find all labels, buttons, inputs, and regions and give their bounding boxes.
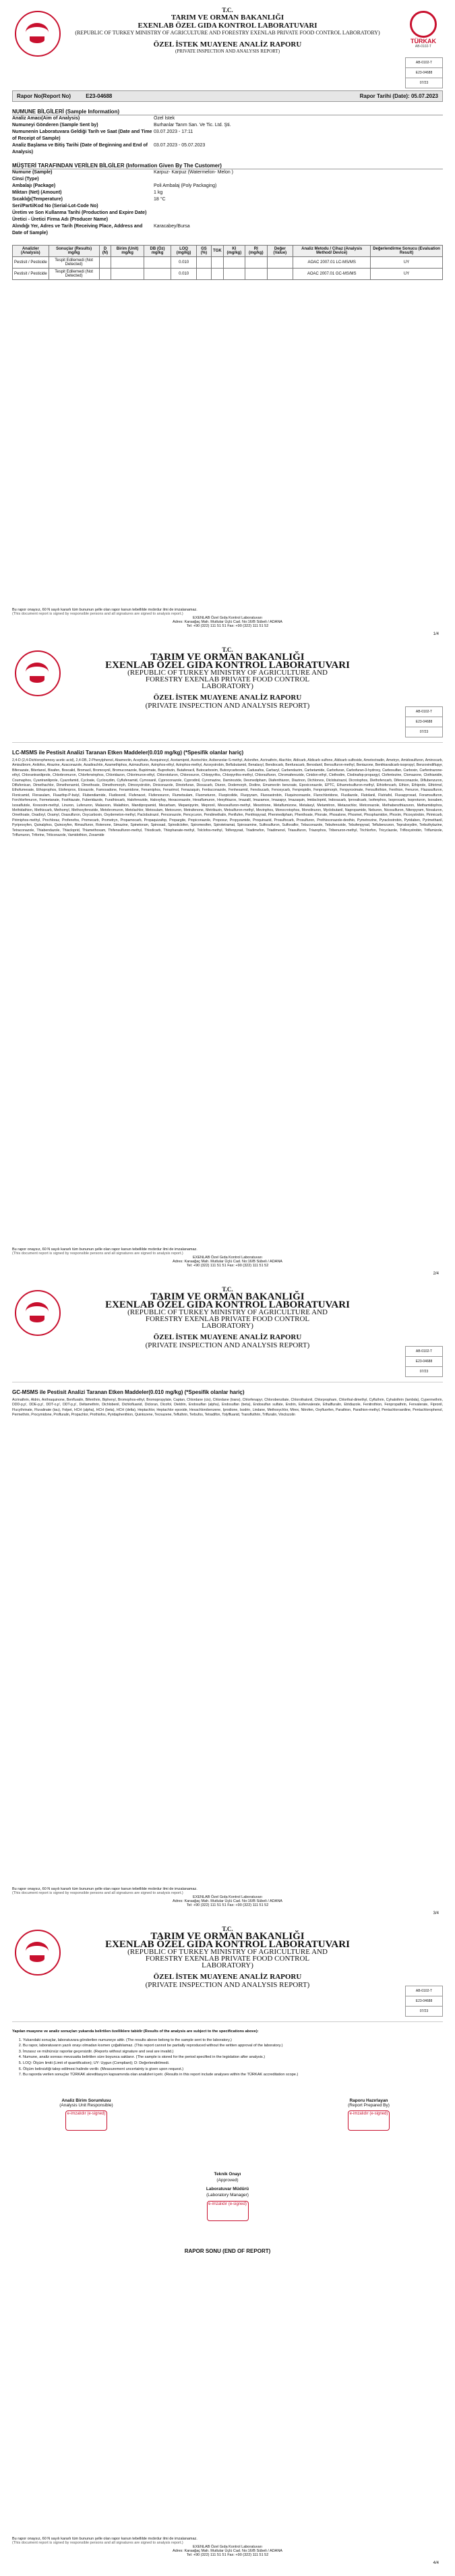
customer-key: Numune (Sample) xyxy=(12,170,53,175)
results-col-header: Değer (Value) xyxy=(267,246,293,257)
report-no-label: Rapor No(Report No) xyxy=(17,93,71,99)
customer-value: 1 kg xyxy=(154,190,163,195)
sample-key: Numunenin Laboratuvara Geldiği Tarih ve Saat (Date and Time of Receipt of Sample) xyxy=(12,130,152,141)
list-item: 4. Numune, analiz sonrası mevzuatta belirtilen süre boyunca saklanır. (The sample is stored for the period specified in the legislation after analysis.) xyxy=(23,2054,443,2061)
sample-value: 03.07.2023 - 17:11 xyxy=(154,130,193,134)
approval-title: Teknik Onayı xyxy=(214,2171,241,2177)
header-lab: EXENLAB ÖZEL GIDA KONTROL LABORATUVARI xyxy=(138,22,317,30)
page-footer xyxy=(12,608,443,628)
gcms-compound-list: Acrinathrin, Aldrin, Anthraquinone, Benfluralin, Bifenthrin, Biphenyl, Bromophos-ethyl, Bromopropylate, Captan, Chlordane (cis), Chlordane (trans), Chlorfenapyr, Chlorobenzilate, Chlorothalonil, Chlorpropham, Chlorthal-dimethyl, Cyfluthrin, Cyhalothrin (lambda), Cypermethrin, DDD-p,p', DDE-p,p', DDT-o,p', DDT-p,p', Deltamethrin, Dichlobenil, Dichlofluanid, Dicloran, Dicofol, Dieldrin, Endosulfan (alpha), Endosulfan (beta), Endosulfan sulfate, Endrin, Esfenvalerate, Ethalfluralin, Etridiazole, Fenitrothion, Fenpropathrin, Fenvalerate, Fipronil, Flucythrinate, Fluvalinate (tau), Folpet, HCH (alpha), HCH (beta), HCH (delta), Heptachlor, Heptachlor epoxide, Hexachlorobenzene, Iprodione, Isodrin, Lindane, Methoxychlor, Mirex, Nitrofen, Oxyfluorfen, Parathion, Parathion-methyl, Pentachloroaniline, Pentachlorophenol, Permethrin, Procymidone, Profluralin, Propachlor, Prothiofos, Pyridaphenthion, Quintozene, Tecnazene, Tefluthrin, Terbufos, Tetradifon, Tolylfluanid, Transfluthrin, Trifluralin, Vinclozolin xyxy=(12,1398,443,1418)
table-cell xyxy=(144,269,171,280)
signature-left xyxy=(12,2098,160,2131)
notes-list xyxy=(12,2038,443,2078)
customer-key: Cinsi (Type) xyxy=(12,177,39,181)
page-footer xyxy=(12,1887,443,1907)
header-ministry-en-1: (REPUBLIC OF TURKEY MINISTRY OF AGRICULTURE AND xyxy=(127,1948,328,1956)
doc-rev: 07/23 xyxy=(405,1366,443,1377)
results-col-header: TGK xyxy=(211,246,223,257)
report-no-value: E23-04688 xyxy=(86,93,113,99)
results-col-header: Birim (Unit) mg/kg xyxy=(111,246,144,257)
header-report-subtitle: (PRIVATE INSPECTION AND ANALYSIS REPORT) xyxy=(145,702,310,710)
header-ministry: TARIM VE ORMAN BAKANLIĞI xyxy=(150,652,305,663)
header-ministry-en-3: LABORATORY) xyxy=(202,682,253,690)
customer-value xyxy=(154,203,443,210)
sample-value: Burhanlar Tarım San. Ve Tic. Ltd. Şti. xyxy=(154,123,231,128)
doc-rev: 07/23 xyxy=(405,78,443,88)
table-cell xyxy=(196,257,211,269)
header-tc: T.C. xyxy=(222,1926,233,1932)
header-report-title: ÖZEL İSTEK MUAYENE ANALİZ RAPORU xyxy=(153,1333,302,1341)
footer-note-en: (This document report is signed by responsible persons and all signatures are signed to analysis report.) xyxy=(12,1891,183,1895)
doc-no: AB-0102-T xyxy=(405,57,443,68)
signature-right xyxy=(295,2098,443,2131)
footer-phone: Tel: +90 (322) 111 51 51 Fax: +90 (322) 111 51 52 xyxy=(186,1264,269,1268)
table-cell xyxy=(223,269,245,280)
header-title-block xyxy=(66,646,389,710)
table-cell: AOAC 2007.01 GC-MS/MS xyxy=(293,269,371,280)
page-footer xyxy=(12,2537,443,2557)
header-ministry-en-2: FORESTRY EXENLAB PRIVATE FOOD CONTROL xyxy=(145,1315,310,1323)
report-date: Rapor Tarihi (Date): 05.07.2023 xyxy=(359,93,438,99)
doc-rev: 07/23 xyxy=(405,2006,443,2017)
header-report-subtitle: (PRIVATE INSPECTION AND ANALYSIS REPORT) xyxy=(145,1341,310,1349)
footer-note-en: (This document report is signed by responsible persons and all signatures are signed to analysis report.) xyxy=(12,612,183,616)
doc-code: E23-04688 xyxy=(405,717,443,727)
results-table xyxy=(12,245,443,280)
customer-value xyxy=(154,217,443,223)
table-cell xyxy=(211,257,223,269)
doc-no: AB-0102-T xyxy=(405,1346,443,1357)
doc-rev: 07/23 xyxy=(405,727,443,737)
header-ministry-en-3: LABORATORY) xyxy=(202,1961,253,1969)
header-report-title: ÖZEL İSTEK MUAYENE ANALİZ RAPORU xyxy=(153,1973,302,1981)
report-page-3 xyxy=(12,1286,443,1917)
table-cell: Pestisit / Pesticide xyxy=(13,269,49,280)
table-cell: 0.010 xyxy=(171,257,197,269)
table-cell: AOAC 2007.01 LC-MS/MS xyxy=(293,257,371,269)
sample-key: Numuneyi Gönderen (Sample Sent by) xyxy=(12,123,98,128)
sample-info-list xyxy=(12,115,443,156)
footer-note: Bu rapor onaysız, 60 N sayılı kararlı tüm bununun şelle olan rapor kanun tebellilde mıdırdur ilmi de imzalanamaz. xyxy=(12,1887,198,1891)
e-signature-stamp-icon: e-imzalıdır (e-signed) xyxy=(65,2110,107,2131)
footer-note-en: (This document report is signed by responsible persons and all signatures are signed to analysis report.) xyxy=(12,2541,183,2545)
footer-lab: EXENLAB Özel Gıda Kontrol Laboratuvarı xyxy=(192,2545,263,2549)
footer-address: Adres: Karaağaç Mah. Mutlular Üçlü Cad. No:16/B Sübeli / ADANA xyxy=(173,1260,282,1264)
footer-phone: Tel: +90 (322) 111 51 51 Fax: +90 (322) 111 51 52 xyxy=(186,1903,269,1907)
doc-no: AB-0102-T xyxy=(405,1986,443,1996)
signature-title: Analiz Birim Sorumlusu xyxy=(61,2098,111,2103)
header-tc: T.C. xyxy=(222,1286,233,1293)
header-ministry-en-1: (REPUBLIC OF TURKEY MINISTRY OF AGRICULTURE AND xyxy=(127,1308,328,1316)
results-col-header: GS (%) xyxy=(196,246,211,257)
header-report-title: ÖZEL İSTEK MUAYENE ANALİZ RAPORU xyxy=(153,694,302,702)
results-col-header: Analiz Metodu / Cihaz (Analysis Method/ Device) xyxy=(293,246,371,257)
approval-lab-en: (Laboratory Manager) xyxy=(206,2192,249,2197)
customer-key: Seri/Parti/Kod No (Serial-Lot-Code No) xyxy=(12,204,98,208)
doc-code: E23-04688 xyxy=(405,67,443,78)
list-item: 6. Ölçüm belirsizliği talep edilmesi halinde verilir. (Measurement uncertainty is given upon request.) xyxy=(23,2067,443,2073)
header-report-subtitle: (PRIVATE INSPECTION AND ANALYSIS REPORT) xyxy=(145,1981,310,1989)
table-cell: Tespit Edilemedi (Not Detected) xyxy=(49,269,99,280)
gcms-section-title: GC-MSMS ile Pestisit Analizi Taranan Etken Maddeler(0.010 mg/kg) (*Spesifik olanlar hariç) xyxy=(12,1389,245,1395)
sample-section-title: NUMUNE BİLGİLERİ (Sample Information) xyxy=(12,109,443,115)
doc-code: E23-04688 xyxy=(405,1356,443,1367)
customer-value: Karpuz- Karpuz (Watermelon- Melon ) xyxy=(154,170,234,175)
results-col-header: Sonuçlar (Results) mg/kg xyxy=(49,246,99,257)
document-code-box xyxy=(405,707,443,737)
table-cell xyxy=(99,269,111,280)
table-cell xyxy=(267,257,293,269)
customer-value xyxy=(154,210,443,217)
header-title-block xyxy=(66,1926,389,1989)
footer-note-en: (This document report is signed by responsible persons and all signatures are signed to analysis report.) xyxy=(12,1252,183,1256)
customer-key: Üretici - Üretici Firma Adı (Producer Name) xyxy=(12,217,109,222)
table-cell xyxy=(245,269,267,280)
header-ministry-en-1: (REPUBLIC OF TURKEY MINISTRY OF AGRICULTURE AND xyxy=(127,669,328,677)
page-header xyxy=(12,1286,443,1380)
results-col-header: KI (mg/kg) xyxy=(223,246,245,257)
lcms-section-title: LC-MSMS ile Pestisit Analizi Taranan Etken Maddeler(0.010 mg/kg) (*Spesifik olanlar hariç) xyxy=(12,750,244,756)
customer-key: Miktarı (Net) (Amount) xyxy=(12,190,62,195)
e-signature-stamp-icon: e-imzalıdır (e-signed) xyxy=(348,2110,390,2131)
sample-value: 03.07.2023 - 05.07.2023 xyxy=(154,143,206,148)
footer-address: Adres: Karaağaç Mah. Mutlular Üçlü Cad. No:16/B Sübeli / ADANA xyxy=(173,1899,282,1903)
accreditation-logo-icon xyxy=(405,11,442,51)
header-tc: T.C. xyxy=(222,7,233,13)
technical-approval xyxy=(12,2171,443,2221)
table-row xyxy=(13,269,443,280)
results-col-header: DB (Öz) mg/kg xyxy=(144,246,171,257)
table-cell xyxy=(211,269,223,280)
footer-address: Adres: Karaağaç Mah. Mutlular Üçlü Cad. No:16/B Sübeli / ADANA xyxy=(173,2549,282,2553)
ministry-logo-icon xyxy=(15,11,61,57)
end-of-report: RAPOR SONU (END OF REPORT) xyxy=(184,2247,271,2254)
report-page-4 xyxy=(12,1926,443,2567)
sample-key: Analiz Başlama ve Bitiş Tarihi (Date of Beginning and End of Analysis) xyxy=(12,143,148,155)
footer-phone: Tel: +90 (322) 111 51 51 Fax: +90 (322) 111 51 52 xyxy=(186,624,269,628)
table-row xyxy=(13,257,443,269)
header-ministry: TARIM VE ORMAN BAKANLIĞI xyxy=(171,13,284,22)
header-ministry-en-3: LABORATORY) xyxy=(202,1322,253,1330)
ministry-logo-icon xyxy=(15,1290,61,1336)
report-page-2 xyxy=(12,646,443,1277)
header-report-title: ÖZEL İSTEK MUAYENE ANALİZ RAPORU xyxy=(153,40,302,49)
footer-lab: EXENLAB Özel Gıda Kontrol Laboratuvarı xyxy=(192,616,263,620)
header-title-block xyxy=(66,7,389,54)
sample-value: Özel İstek xyxy=(154,116,175,121)
header-tc: T.C. xyxy=(222,646,233,653)
table-cell xyxy=(111,257,144,269)
results-header-row xyxy=(13,246,443,257)
footer-lab: EXENLAB Özel Gıda Kontrol Laboratuvarı xyxy=(192,1895,263,1899)
table-cell: Pestisit / Pesticide xyxy=(13,257,49,269)
customer-key: Ambalajı (Package) xyxy=(12,184,56,188)
page-number: 1/4 xyxy=(433,632,439,636)
customer-value xyxy=(154,176,443,183)
table-cell: UY xyxy=(371,269,443,280)
page-header xyxy=(12,7,443,88)
customer-value: Poli Ambalaj (Poly Packaging) xyxy=(154,184,217,188)
list-item: 7. Bu raporda verilen sonuçlar TÜRKAK akreditasyon kapsamında olan analizleri içerir. (Results in this report include analyses within the TÜRKAK accreditation scope.) xyxy=(23,2072,443,2078)
report-notes xyxy=(12,2029,443,2078)
table-cell xyxy=(111,269,144,280)
customer-key: Sıcaklığı(Temperature) xyxy=(12,197,63,202)
header-ministry-en-2: FORESTRY EXENLAB PRIVATE FOOD CONTROL xyxy=(145,1955,310,1963)
results-col-header: Analizler (Analysis) xyxy=(13,246,49,257)
customer-section-title: MÜŞTERİ TARAFINDAN VERİLEN BİLGİLER (Information Given By The Customer) xyxy=(12,163,443,169)
sample-key: Analiz Amacı(Aim of Analysis) xyxy=(12,116,80,121)
results-col-header: D (N) xyxy=(99,246,111,257)
list-item: 5. LOQ: Ölçüm limiti (Limit of quantification); UY: Uygun (Compliant); D: Değerlendirilmedi. xyxy=(23,2061,443,2067)
customer-key: Alındığı Yer, Adres ve Tarih (Receiving Place, Address and Date of Sample) xyxy=(12,224,143,235)
header-report-subtitle: (PRIVATE INSPECTION AND ANALYSIS REPORT) xyxy=(175,49,280,54)
page-number: 4/4 xyxy=(433,2561,439,2565)
ministry-logo-icon xyxy=(15,1930,61,1976)
header-ministry: TARIM VE ORMAN BAKANLIĞI xyxy=(150,1931,305,1942)
header-lab: EXENLAB ÖZEL GIDA KONTROL LABORATUVARI xyxy=(105,1939,350,1950)
customer-info-list xyxy=(12,169,443,237)
list-item: 2. Bu rapor, laboratuvarın yazılı onayı olmadan kısmen çoğaltılamaz. (This report cannot be partially reproduced without the written approval of the laboratory.) xyxy=(23,2043,443,2049)
lcms-compound-list: 2,4-D (2,4-Dichlorophenoxy acetic acid), 2,4-DB, 2-Phenylphenol, Abamectin, Acephate, Acequinocyl, Acetamiprid, Acetochlor, Acibenzolar-S-methyl, Aclonifen, Acrinathrin, Alachlor, Aldicarb, Aldicarb sulfone, Aldicarb sulfoxide, Ametoctradin, Ametryn, Amidosulfuron, Aminocarb, Amisulbrom, Anilofos, Atrazine, Azaconazole, Azadirachtin, Azamethiphos, Azimsulfuron, Azinphos-ethyl, Azinphos-methyl, Azoxystrobin, Beflubutamid, Benalaxyl, Bendiocarb, Benfuracarb, Benodanil, Bensulfuron-methyl, Bentazone, Benthiavalicarb-isopropyl, Benzovindiflupyr, Bifenazate, Bitertanol, Bixafen, Boscalid, Bromacil, Bromoxynil, Bromuconazole, Bupirimate, Buprofezin, Butafenacil, Butocarboxim, Butoxycarboxim, Cadusafos, Carbaryl, Carbendazim, Carbetamide, Carbofuran, Carbofuran-3-hydroxy, Carbosulfan, Carboxin, Carfentrazone-ethyl, Chlorantraniliprole, Chlorbromuron, Chlorfenvinphos, Chloridazon, Chlorimuron-ethyl, Chlorotoluron, Chloroxuron, Chlorpyrifos, Chlorpyrifos-methyl, Chlorsulfuron, Chromafenozide, Cinidon-ethyl, Clethodim, Clodinafop-propargyl, Clofentezine, Clomazone, Clothianidin, Coumaphos, Cyantraniliprole, Cyazofamid, Cycloate, Cycloxydim, Cyflufenamid, Cymoxanil, Cyproconazole, Cyprodinil, Cyromazine, Daminozide, Desmedipham, Diafenthiuron, Diazinon, Dichlorvos, Diclobutrazol, Dicrotophos, Diethofencarb, Difenoconazole, Diflubenzuron, Diflufenican, Dimethachlor, Dimethenamid, Dimethoate, Dimethomorph, Dimoxystrobin, Diniconazole, Dinotefuran, Dioxacarb, Diuron, Dodemorph, Dodine, Emamectin benzoate, Epoxiconazole, EPTC, Ethametsulfuron-methyl, Ethiofencarb, Ethion, Ethiprole, Ethirimol, Ethofumesate, Ethoprophos, Etofenprox, Etoxazole, Famoxadone, Fenamidone, Fenamiphos, Fenarimol, Fenazaquin, Fenbuconazole, Fenhexamid, Fenobucarb, Fenoxycarb, Fenpropidin, Fenpropimorph, Fenpyroximate, Fensulfothion, Fenthion, Fenuron, Flazasulfuron, Flonicamid, Florasulam, Fluazifop-P-butyl, Flubendiamide, Fludioxonil, Flufenacet, Flufenoxuron, Flumetsulam, Fluometuron, Fluopicolide, Fluopyram, Fluoxastrobin, Fluquinconazole, Flurochloridone, Flusilazole, Flutolanil, Flutriafol, Fluxapyroxad, Foramsulfuron, Forchlorfenuron, Formetanate, Fosthiazate, Fuberidazole, Furathiocarb, Halofenozide, Haloxyfop, Hexaconazole, Hexaflumuron, Hexythiazox, Imazalil, Imazamox, Imazapyr, Imazaquin, Imidacloprid, Indoxacarb, Iprovalicarb, Isofenphos, Isoprocarb, Isoproturon, Isoxaben, Isoxaflutole, Kresoxim-methyl, Linuron, Lufenuron, Malaoxon, Malathion, Mandipropamid, Mecarbam, Mepanipyrim, Mepronil, Mesosulfuron-methyl, Mesotrione, Metaflumizone, Metalaxyl, Metamitron, Metazachlor, Metconazole, Methabenzthiazuron, Methamidophos, Methidathion, Methiocarb, Methomyl, Methoxyfenozide, Metobromuron, Metolachlor, Metosulam, Metoxuron, Metrafenone, Metribuzin, Metsulfuron-methyl, Mevinphos, Monocrotophos, Monolinuron, Myclobutanil, Napropamide, Neburon, Nicosulfuron, Nitenpyram, Novaluron, Omethoate, Oxadixyl, Oxamyl, Oxasulfuron, Oxycarboxin, Oxydemeton-methyl, Paclobutrazol, Penconazole, Pencycuron, Pendimethalin, Penflufen, Penthiopyrad, Phenmedipham, Phenthoate, Phorate, Phosalone, Phosmet, Phosphamidon, Phoxim, Picoxystrobin, Pirimicarb, Pirimiphos-methyl, Prochloraz, Profenofos, Promecarb, Prometryn, Propamocarb, Propaquizafop, Propargite, Propiconazole, Propoxur, Propyzamide, Proquinazid, Prosulfocarb, Prosulfuron, Prothioconazole-desthio, Pymetrozine, Pyraclostrobin, Pyridaben, Pyrimethanil, Pyriproxyfen, Quinalphos, Quinoxyfen, Rimsulfuron, Rotenone, Simazine, Spinetoram, Spinosad, Spirodiclofen, Spiromesifen, Spirotetramat, Spiroxamine, Sulfosulfuron, Sulfoxaflor, Tebuconazole, Tebufenozide, Tebufenpyrad, Teflubenzuron, Tepraloxydim, Terbuthylazine, Tetraconazole, Thiabendazole, Thiacloprid, Thiamethoxam, Thifensulfuron-methyl, Thiodicarb, Thiophanate-methyl, Tolclofos-methyl, Tolfenpyrad, Triadimefon, Triadimenol, Triasulfuron, Triazophos, Tribenuron-methyl, Trichlorfon, Tricyclazole, Trifloxystrobin, Triflumizole, Triflumuron, Triforine, Triticonazole, Vamidothion, Zoxamide xyxy=(12,758,443,838)
ministry-logo-icon xyxy=(15,650,61,696)
table-cell: Tespit Edilemedi (Not Detected) xyxy=(49,257,99,269)
footer-note: Bu rapor onaysız, 60 N sayılı kararlı tüm bununun şelle olan rapor kanun tebellilde mıdırdur ilmi de imzalanamaz. xyxy=(12,2537,198,2541)
table-cell xyxy=(267,269,293,280)
footer-note: Bu rapor onaysız, 60 N sayılı kararlı tüm bununun şelle olan rapor kanun tebellilde mıdırdur ilmi de imzalanamaz. xyxy=(12,608,198,612)
table-cell: UY xyxy=(371,257,443,269)
accreditation-code: AB-0102-T xyxy=(415,45,432,49)
footer-phone: Tel: +90 (322) 111 51 51 Fax: +90 (322) 111 51 52 xyxy=(186,2553,269,2557)
document-code-box xyxy=(405,1347,443,1377)
signature-row xyxy=(12,2098,443,2131)
document-code-box xyxy=(405,58,443,88)
page-header xyxy=(12,646,443,741)
page-number: 3/4 xyxy=(433,1911,439,1915)
table-cell xyxy=(144,257,171,269)
e-signature-stamp-icon: e-imzalıdır (e-signed) xyxy=(207,2201,249,2221)
list-item: 3. İmzasız ve mühürsüz raporlar geçersizdir. (Reports without signature and seal are invalid.) xyxy=(23,2049,443,2055)
page-number: 2/4 xyxy=(433,1272,439,1276)
report-page-1 xyxy=(12,7,443,638)
results-col-header: RI (mg/kg) xyxy=(245,246,267,257)
signature-subtitle: (Report Prepared By) xyxy=(348,2102,390,2108)
table-cell xyxy=(99,257,111,269)
approval-subtitle: (Approved) xyxy=(216,2177,239,2183)
footer-note: Bu rapor onaysız, 60 N sayılı kararlı tüm bununun şelle olan rapor kanun tebellilde mıdırdur ilmi de imzalanamaz. xyxy=(12,1248,198,1252)
header-ministry: TARIM VE ORMAN BAKANLIĞI xyxy=(150,1291,305,1302)
header-title-block xyxy=(66,1286,389,1349)
signature-title: Raporu Hazırlayan xyxy=(349,2098,388,2103)
customer-key: Üretim ve Son Kullanma Tarihi (Production and Expire Date) xyxy=(12,211,147,215)
approval-lab: Laboratuvar Müdürü xyxy=(206,2186,249,2191)
footer-address: Adres: Karaağaç Mah. Mutlular Üçlü Cad. No:16/B Sübeli / ADANA xyxy=(173,620,282,624)
doc-code: E23-04688 xyxy=(405,1996,443,2007)
table-cell xyxy=(245,257,267,269)
table-cell xyxy=(223,257,245,269)
table-cell xyxy=(196,269,211,280)
footer-lab: EXENLAB Özel Gıda Kontrol Laboratuvarı xyxy=(192,1256,263,1260)
header-lab: EXENLAB ÖZEL GIDA KONTROL LABORATUVARI xyxy=(105,1299,350,1310)
results-col-header: Değerlendirme Sonucu (Evaluation Result) xyxy=(371,246,443,257)
document-code-box xyxy=(405,1986,443,2017)
report-number-bar xyxy=(12,90,443,102)
results-col-header: LOQ (mg/kg) xyxy=(171,246,197,257)
list-item: 1. Yukarıdaki sonuçlar, laboratuvara gönderilen numuneye aittir. (The results above belong to the sample sent to the laboratory.) xyxy=(23,2038,443,2044)
doc-no: AB-0102-T xyxy=(405,706,443,717)
header-ministry-en-2: FORESTRY EXENLAB PRIVATE FOOD CONTROL xyxy=(145,675,310,683)
page-header xyxy=(12,1926,443,2020)
accreditation-name: TÜRKAK xyxy=(411,38,436,45)
notes-intro: Yapılan muayene ve analiz sonuçları yukarıda belirtilen özelliklere tabidir (Results of the analysis are subject to the specifications above): xyxy=(12,2029,259,2034)
customer-value: 18 °C xyxy=(154,197,166,202)
signature-subtitle: (Analysis Unit Responsible) xyxy=(59,2102,113,2108)
header-lab: EXENLAB ÖZEL GIDA KONTROL LABORATUVARI xyxy=(105,660,350,671)
page-footer xyxy=(12,1248,443,1268)
customer-value: Karacabey/Bursa xyxy=(154,224,190,229)
table-cell: 0.010 xyxy=(171,269,197,280)
header-ministry-en: (REPUBLIC OF TURKEY MINISTRY OF AGRICULTURE AND FORESTRY EXENLAB PRIVATE FOOD CONTROL LABORATORY) xyxy=(75,30,380,36)
